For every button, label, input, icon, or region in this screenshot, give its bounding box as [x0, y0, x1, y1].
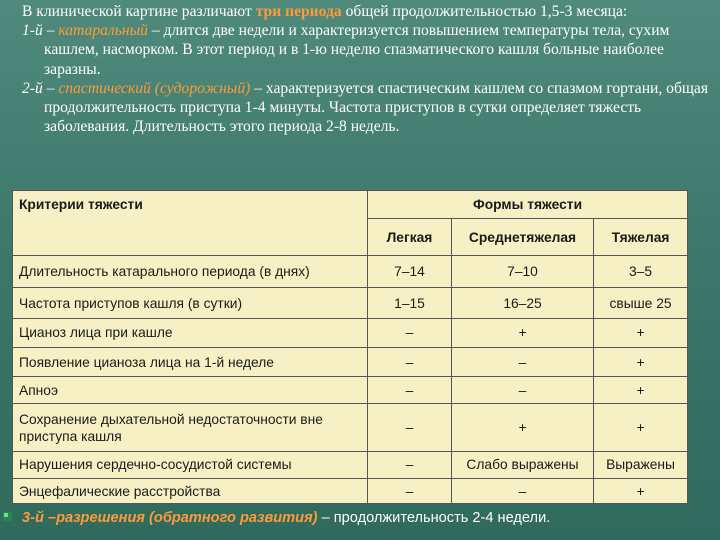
form-label-light: Легкая	[368, 219, 452, 256]
paragraph-period-3	[22, 509, 712, 527]
criterion-label: Энцефалические расстройства	[13, 479, 368, 504]
value-light: –	[368, 479, 452, 504]
value-light: 7–14	[368, 255, 452, 287]
value-light: 1–15	[368, 288, 452, 318]
value-light: –	[368, 451, 452, 478]
table-row	[13, 377, 688, 404]
value-light: –	[368, 318, 452, 347]
table-row	[13, 318, 688, 347]
value-medium: 16–25	[452, 288, 594, 318]
value-severe: +	[594, 318, 688, 347]
intro-highlight: три периода	[255, 3, 342, 20]
value-severe: +	[594, 479, 688, 504]
period-2-name: спастический (судорожный)	[58, 79, 251, 97]
table-row	[13, 288, 688, 318]
period-1-dash: –	[42, 22, 59, 40]
criterion-label: Сохранение дыхательной недостаточности вне приступа кашля	[13, 404, 368, 452]
value-medium: +	[452, 404, 594, 452]
value-light: –	[368, 377, 452, 404]
period-3-number: 3-й –	[22, 510, 57, 526]
value-medium: –	[452, 348, 594, 377]
forms-header: Формы тяжести	[368, 191, 688, 219]
value-severe: +	[594, 348, 688, 377]
value-light: –	[368, 348, 452, 377]
table-row	[13, 255, 688, 287]
form-label-medium: Среднетяжелая	[452, 219, 594, 256]
criterion-label: Частота приступов кашля (в сутки)	[13, 288, 368, 318]
period-1-description: – длится две недели и характеризуется повышением температуры тела, сухим кашлем, насморком. В этот период и в 1-ю неделю спазматического кашля больные наиболее заразны.	[44, 22, 670, 78]
criterion-label: Длительность катарального периода (в днях)	[13, 255, 368, 287]
slide-text	[22, 2, 712, 136]
value-severe: свыше 25	[594, 288, 688, 318]
paragraph-period-1	[22, 21, 712, 79]
value-medium: –	[452, 479, 594, 504]
value-severe: +	[594, 377, 688, 404]
value-light: –	[368, 404, 452, 452]
period-2-dash: –	[42, 79, 59, 97]
value-severe: 3–5	[594, 255, 688, 287]
period-2-description: – характеризуется спастическим кашлем со спазмом гортани, общая продолжительность приступа 1-4 минуты. Частота приступов в сутки определяет тяжесть заболевания. Длительность этого периода 2-8 недель.	[44, 79, 709, 136]
table-row	[13, 404, 688, 452]
paragraph-period-2	[22, 79, 712, 137]
value-medium: –	[452, 377, 594, 404]
period-2-number: 2-й	[22, 79, 43, 97]
period-3-description: – продолжительность 2-4 недели.	[317, 510, 551, 526]
value-medium: +	[452, 318, 594, 347]
criteria-header: Критерии тяжести	[13, 191, 368, 256]
table-row	[13, 348, 688, 377]
intro-text: В клинической картине различают	[22, 3, 256, 20]
value-medium: Слабо выражены	[452, 451, 594, 478]
criterion-label: Появление цианоза лица на 1-й неделе	[13, 348, 368, 377]
period-1-number: 1-й	[22, 22, 43, 40]
value-medium: 7–10	[452, 255, 594, 287]
period-1-name: катаральный	[58, 22, 148, 40]
form-label-severe: Тяжелая	[594, 219, 688, 256]
criterion-label: Апноэ	[13, 377, 368, 404]
period-3-name: разрешения (обратного развития)	[56, 510, 318, 526]
table-row	[13, 451, 688, 478]
green-square-bullet-icon	[3, 512, 12, 521]
paragraph-periods-intro	[22, 2, 712, 21]
severity-criteria-table	[12, 190, 687, 504]
intro-text-end: общей продолжительностью 1,5-3 месяца:	[341, 3, 628, 20]
value-severe: +	[594, 404, 688, 452]
criterion-label: Цианоз лица при кашле	[13, 318, 368, 347]
criterion-label: Нарушения сердечно-сосудистой системы	[13, 451, 368, 478]
value-severe: Выражены	[594, 451, 688, 478]
table-row	[13, 479, 688, 504]
